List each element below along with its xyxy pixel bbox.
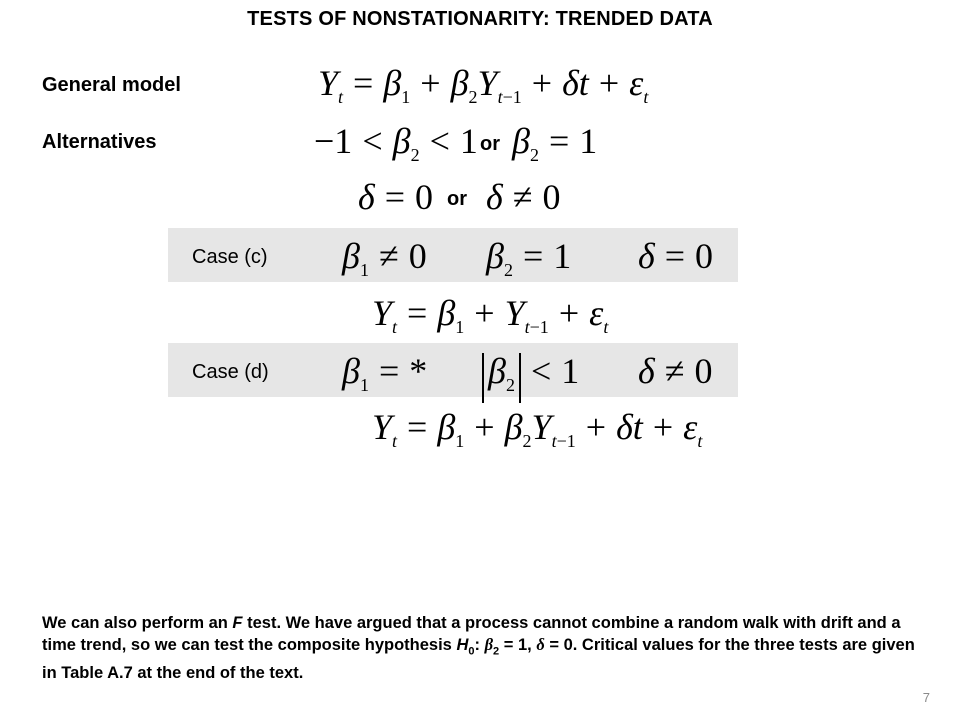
case-d-equation: $Y_t = \beta_1 + \beta_2Y_{t-1} + \delta t + \varepsilon_t$ bbox=[372, 407, 703, 451]
page-number: 7 bbox=[922, 690, 930, 705]
case-d-beta1-condition: $\beta_1$ = * bbox=[342, 351, 428, 395]
general-model-label: General model bbox=[42, 74, 181, 96]
case-d-delta-condition: δ ≠ 0 bbox=[638, 351, 713, 391]
or-text-1: or bbox=[480, 133, 500, 155]
alternatives-label: Alternatives bbox=[42, 131, 157, 153]
case-c-beta2-condition: $\beta_2 = 1$ bbox=[486, 236, 572, 280]
or-text-2: or bbox=[447, 188, 467, 210]
general-model-equation: $Y_t = \beta_1 + \beta_2Y_{t-1} + \delta t + \varepsilon_t$ bbox=[318, 63, 649, 107]
case-c-label: Case (c) bbox=[192, 246, 268, 268]
case-d-label: Case (d) bbox=[192, 361, 269, 383]
delta-zero-equation: δ = 0 bbox=[358, 177, 434, 217]
case-d-beta2-condition: $\beta_2 < 1$ bbox=[482, 350, 579, 403]
beta2-range-equation: $-1 < \beta_2 < 1$ bbox=[314, 121, 478, 165]
case-c-equation: $Y_t = \beta_1 + Y_{t-1} + \varepsilon_t$ bbox=[372, 293, 609, 337]
beta2-unit-equation: $\beta_2 = 1$ bbox=[512, 121, 598, 165]
case-c-beta1-condition: $\beta_1 \ne 0$ bbox=[342, 236, 427, 280]
slide-title: TESTS OF NONSTATIONARITY: TRENDED DATA bbox=[247, 8, 713, 30]
delta-nonzero-equation: δ ≠ 0 bbox=[486, 177, 561, 217]
explanatory-text: We can also perform an F test. We have argued that a process cannot combine a random walk with drift and a time trend, so we can test the composite hypothesis $H_0$: $\beta_2 = 1$, δ = 0. Critical values for the three tests are given in Table A.7 at the end of the text. bbox=[42, 614, 915, 683]
case-c-delta-condition: δ = 0 bbox=[638, 236, 714, 276]
